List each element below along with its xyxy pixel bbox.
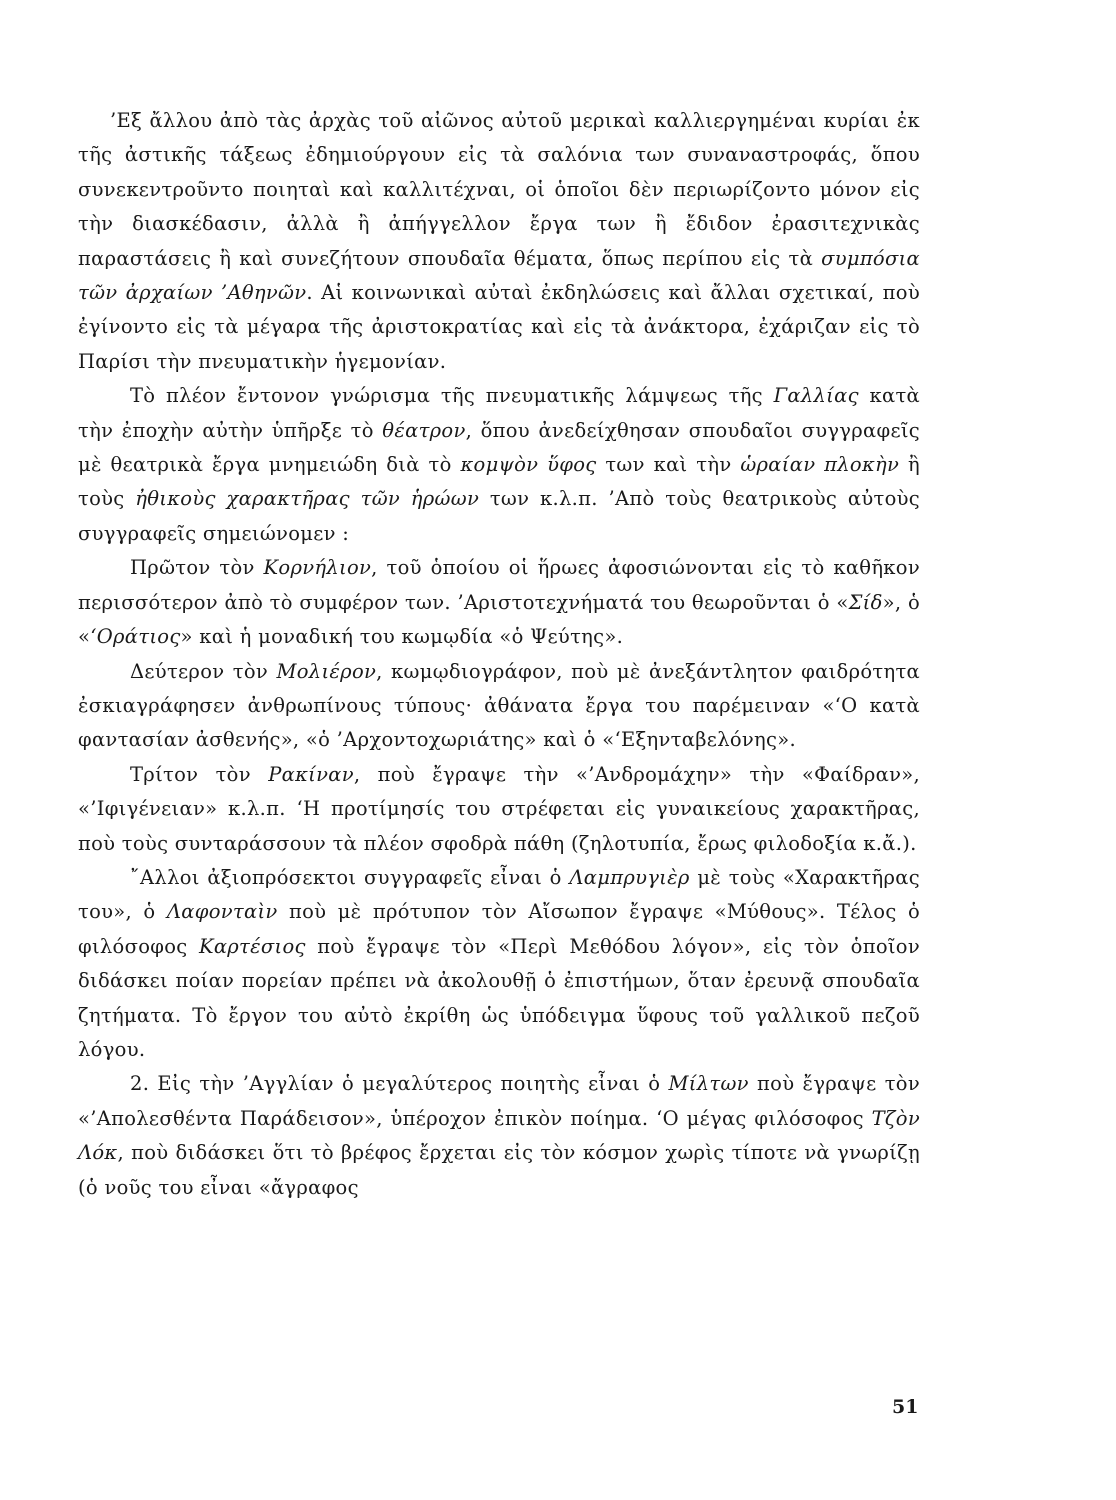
- italic-segment: Κορνήλιον: [263, 556, 372, 580]
- paragraph-6: [78, 861, 920, 1067]
- italic-segment: Μίλτων: [668, 1072, 749, 1096]
- text-segment: Τὸ πλέον ἔντονον γνώρισμα τῆς πνευματικῆς λάμψεως τῆς: [130, 384, 774, 408]
- text-segment: ποὺ ἔγραψε τὸν «Περὶ Μεθόδου λόγον», εἰς τὸν ὁποῖον διδάσκει ποίαν πορείαν πρέπει νὰ ἀκολουθῇ ὁ ἐπιστήμων, ὅταν ἐρευνᾷ σπουδαῖα ζητήματα. Τὸ ἔργον του αὐτὸ ἐκρίθη ὡς ὑπόδειγμα ὕφους τοῦ γαλλικοῦ πεζοῦ λόγου.: [78, 934, 920, 1061]
- italic-segment: ὡραίαν πλοκὴν: [740, 453, 900, 477]
- italic-segment: Τζὸν Λόκ: [78, 1106, 920, 1165]
- italic-segment: Λαμπρυγιὲρ: [569, 865, 690, 889]
- paragraph-5: [78, 758, 920, 861]
- italic-segment: θέατρον: [382, 418, 466, 442]
- paragraph-1: [78, 104, 920, 379]
- text-segment: κατὰ τὴν ἐποχὴν αὐτὴν ὑπῆρξε τὸ: [78, 384, 920, 442]
- italic-segment: Σίδ: [848, 590, 883, 614]
- text-segment: ποὺ ἔγραψε τὸν «’Απολεσθέντα Παράδεισον», ὑπέροχον ἐπικὸν ποίημα. ‘Ο μέγας φιλόσοφος: [78, 1072, 920, 1130]
- paragraph-7: [78, 1067, 920, 1205]
- text-segment: ’Εξ ἄλλου ἀπὸ τὰς ἀρχὰς τοῦ αἰῶνος αὐτοῦ μερικαὶ καλλιεργημέναι κυρίαι ἐκ τῆς ἀστικῆς τάξεως ἐδημιούργουν εἰς τὰ σαλόνια των συναναστροφάς, ὅπου συνεκεντροῦντο ποιηταὶ καὶ καλλιτέχναι, οἱ ὁποῖοι δὲν περιωρίζοντο μόνον εἰς τὴν διασκέδασιν, ἀλλὰ ἢ ἀπήγγελλον ἔργα των ἢ ἔδιδον ἐρασιτεχνικὰς παραστάσεις ἢ καὶ συνεζήτουν σπουδαῖα θέματα, ὅπως περίπου εἰς τὰ: [78, 109, 920, 270]
- text-segment: Πρῶτον τὸν: [130, 556, 264, 580]
- text-segment: των κ.λ.π. ’Απὸ τοὺς θεατρικοὺς αὐτοὺς συγγραφεῖς σημειώνομεν :: [78, 487, 921, 545]
- italic-segment: Καρτέσιος: [198, 934, 306, 958]
- italic-segment: ἠθικοὺς χαρακτῆρας τῶν ἡρώων: [135, 487, 480, 511]
- text-segment: , ὅπου ἀνεδείχθησαν σπουδαῖοι συγγραφεῖς μὲ θεατρικὰ ἔργα μνημειώδη διὰ τὸ: [78, 418, 921, 477]
- text-segment: » καὶ ἡ μοναδική του κωμῳδία «ὁ Ψεύτης».: [180, 625, 624, 649]
- text-segment: ῎Αλλοι ἀξιοπρόσεκτοι συγγραφεῖς εἶναι ὁ: [130, 865, 570, 889]
- text-segment: ποὺ μὲ πρότυπον τὸν Αἴσωπον ἔγραψε «Μύθους». Τέλος ὁ φιλόσοφος: [78, 900, 920, 958]
- text-segment: ἢ τοὺς: [78, 453, 920, 511]
- text-segment: , τοῦ ὁποίου οἱ ἥρωες ἀφοσιώνονται εἰς τὸ καθῆκον περισσότερον ἀπὸ τὸ συμφέρον των. ’Αριστοτεχνήματά του θεωροῦνται ὁ «: [78, 556, 920, 614]
- text-segment: . Αἱ κοινωνικαὶ αὐταὶ ἐκδηλώσεις καὶ ἄλλαι σχετικαί, ποὺ ἐγίνοντο εἰς τὰ μέγαρα τῆς ἀριστοκρατίας καὶ εἰς τὰ ἀνάκτορα, ἐχάριζαν εἰς τὸ Παρίσι τὴν πνευματικὴν ἡγεμονίαν.: [78, 281, 920, 373]
- page-number: 51: [892, 1396, 919, 1418]
- italic-segment: ‘Οράτιος: [90, 625, 181, 649]
- body-text: [78, 104, 920, 1205]
- text-segment: , ποὺ ἔγραψε τὴν «’Ανδρομάχην» τὴν «Φαίδραν», «’Ιφιγένειαν» κ.λ.π. ‘Η προτίμησίς του στρέφεται εἰς γυναικείους χαρακτῆρας, ποὺ τοὺς συνταράσσουν τὰ πλέον σφοδρὰ πάθη (ζηλοτυπία, ἔρως φιλοδοξία κ.ἄ.).: [78, 762, 920, 855]
- paragraph-3: [78, 551, 920, 654]
- text-segment: μὲ τοὺς «Χαρακτῆρας του», ὁ: [78, 865, 920, 924]
- text-segment: , κωμῳδιογράφον, ποὺ μὲ ἀνεξάντλητον φαιδρότητα ἐσκιαγράφησεν ἀνθρωπίνους τύπους· ἀθάνατα ἔργα του παρέμειναν «‘Ο κατὰ φαντασίαν ἀσθενής», «ὁ ’Αρχοντοχωριάτης» καὶ ὁ «‘Εξηνταβελόνης».: [78, 659, 921, 752]
- text-segment: , ποὺ διδάσκει ὅτι τὸ βρέφος ἔρχεται εἰς τὸν κόσμον χωρὶς τίποτε νὰ γνωρίζῃ (ὁ νοῦς του εἶναι «ἄγραφος: [78, 1141, 920, 1199]
- text-segment: », ὁ «: [78, 590, 920, 649]
- text-segment: 2. Εἰς τὴν ’Αγγλίαν ὁ μεγαλύτερος ποιητὴς εἶναι ὁ: [130, 1072, 669, 1096]
- text-segment: Δεύτερον τὸν: [130, 659, 277, 683]
- paragraph-4: [78, 655, 920, 758]
- text-segment: Τρίτον τὸν: [130, 762, 269, 786]
- italic-segment: Λαφονταὶν: [166, 900, 278, 924]
- paragraph-2: [78, 379, 920, 551]
- italic-segment: Ρακίναν: [268, 762, 354, 786]
- italic-segment: συμπόσια τῶν ἀρχαίων ’Αθηνῶν: [78, 246, 920, 305]
- italic-segment: κομψὸν ὕφος: [460, 453, 597, 477]
- text-segment: των καὶ τὴν: [596, 453, 741, 477]
- italic-segment: Μολιέρον: [276, 659, 377, 683]
- italic-segment: Γαλλίας: [773, 384, 859, 408]
